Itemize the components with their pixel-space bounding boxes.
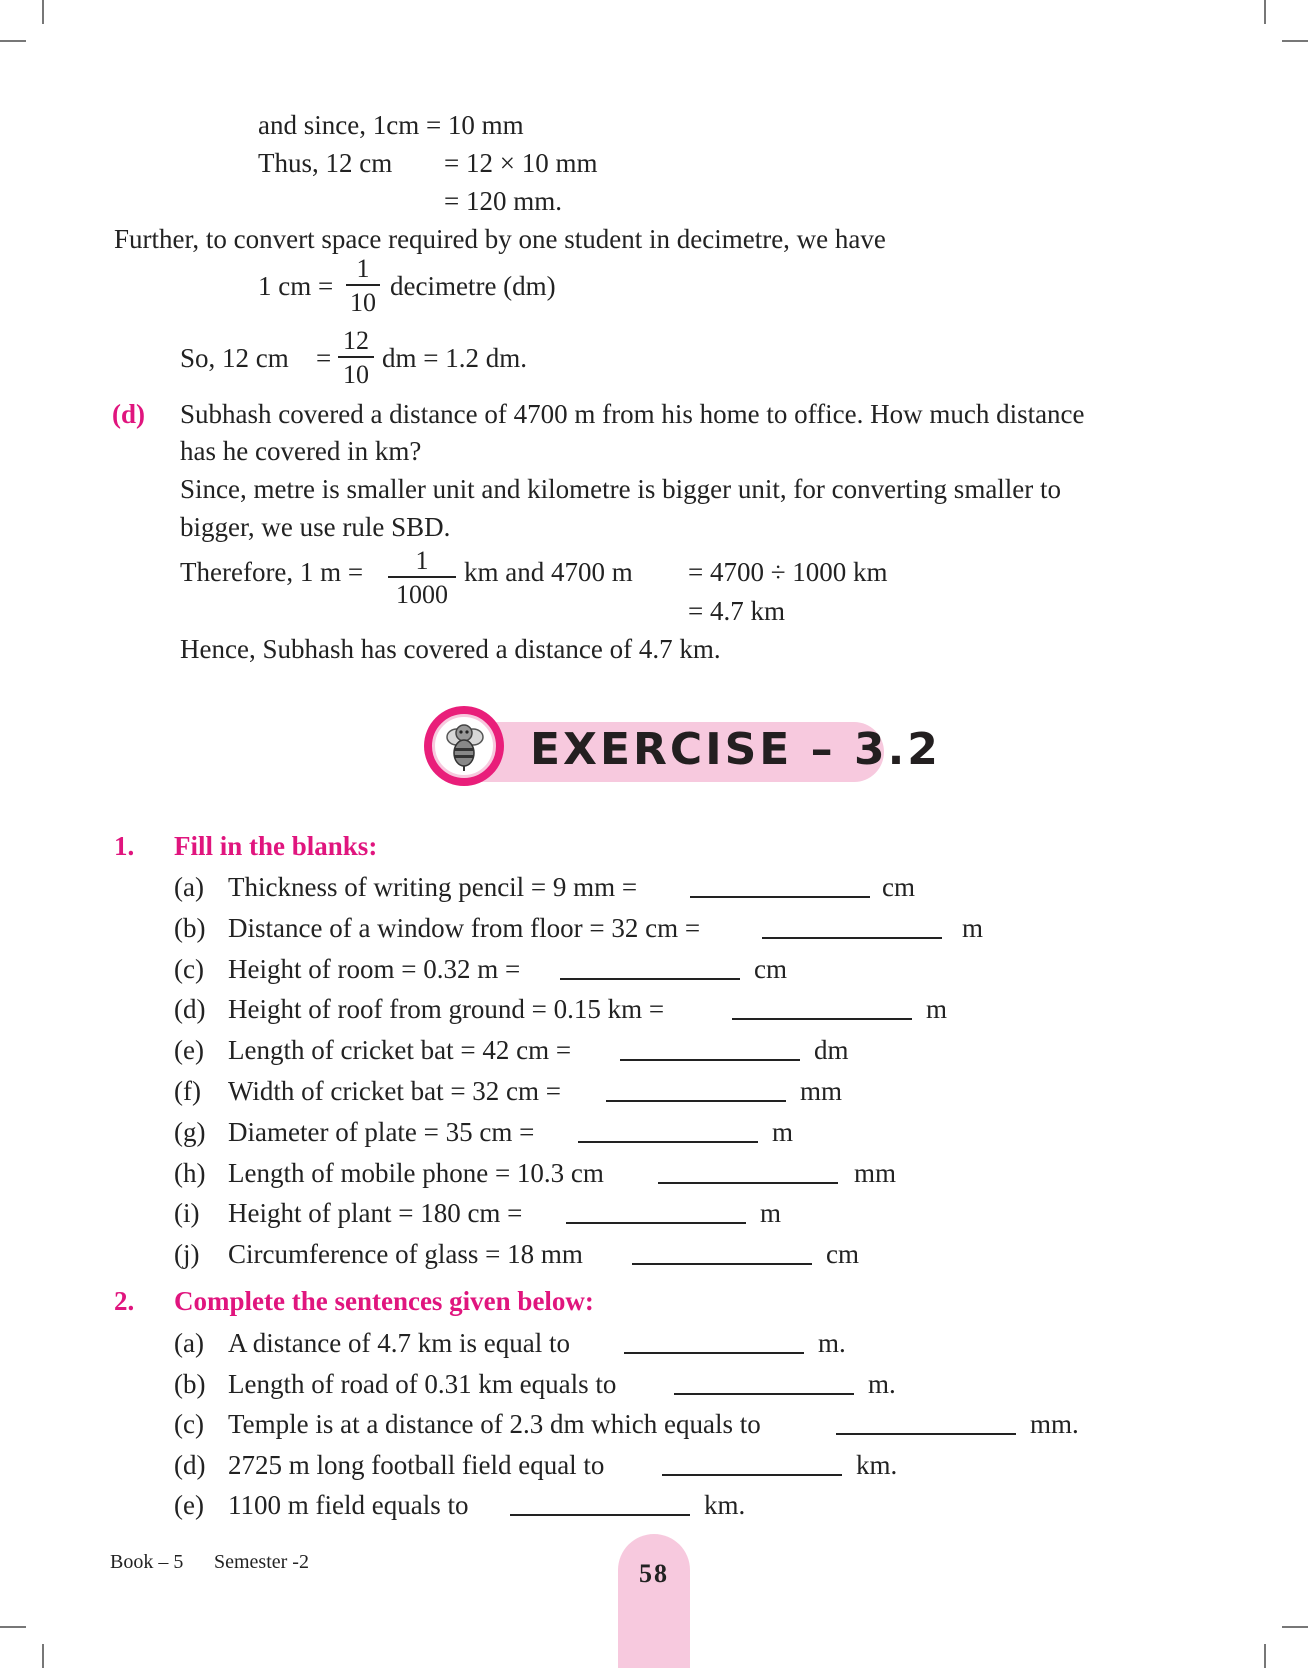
q1-number: 1. [114, 831, 135, 861]
q2-item-label: (e) [174, 1490, 204, 1520]
so-lhs: So, 12 cm [180, 343, 289, 373]
crop-mark [1264, 1644, 1266, 1668]
hence-line: Hence, Subhash has covered a distance of 4.7 km. [180, 634, 721, 664]
q1-item-unit: m [772, 1117, 794, 1147]
q1-item-unit: m [926, 994, 948, 1024]
footer-semester: Semester -2 [214, 1551, 309, 1573]
fraction-numerator: 1 [415, 546, 429, 575]
crop-mark [42, 0, 44, 24]
crop-mark [1264, 0, 1266, 24]
q2-item-unit: mm. [1030, 1409, 1079, 1439]
since-line: and since, 1cm = 10 mm [258, 110, 524, 140]
part-d-label: (d) [112, 399, 145, 429]
therefore-mid: km and 4700 m [464, 557, 633, 587]
q1-item-unit: m [962, 913, 984, 943]
q1-item-label: (f) [174, 1076, 201, 1106]
q2-number: 2. [114, 1286, 135, 1316]
q1-item-text: Height of room = 0.32 m = [228, 954, 521, 984]
q2-item-label: (b) [174, 1369, 206, 1399]
q1-item-unit: dm [814, 1035, 849, 1065]
q1-item-text: Circumference of glass = 18 mm [228, 1239, 583, 1269]
answer-blank[interactable] [578, 1121, 758, 1143]
q2-item-text: 2725 m long football field equal to [228, 1450, 605, 1480]
q1-item-unit: cm [826, 1239, 859, 1269]
q1-item-text: Length of mobile phone = 10.3 cm [228, 1158, 604, 1188]
q2-item-text: Length of road of 0.31 km equals to [228, 1369, 617, 1399]
q2-item-unit: km. [856, 1450, 898, 1480]
answer-blank[interactable] [606, 1080, 786, 1102]
therefore-fraction [388, 548, 456, 608]
further-line: Further, to convert space required by one student in decimetre, we have [114, 224, 886, 254]
therefore-lhs: Therefore, 1 m = [180, 557, 364, 587]
q2-item-text: 1100 m field equals to [228, 1490, 469, 1520]
part-d-question-1: Subhash covered a distance of 4700 m from his home to office. How much distance [180, 399, 1085, 429]
answer-blank[interactable] [836, 1413, 1016, 1435]
q1-item-text: Distance of a window from floor = 32 cm = [228, 913, 701, 943]
q1-item-label: (g) [174, 1117, 206, 1147]
q1-item-unit: cm [754, 954, 787, 984]
q1-item-text: Height of roof from ground = 0.15 km = [228, 994, 665, 1024]
q1-item-unit: m [760, 1198, 782, 1228]
crop-mark [1282, 40, 1308, 42]
q2-item-unit: m. [868, 1369, 896, 1399]
answer-blank[interactable] [566, 1202, 746, 1224]
so-rhs: dm = 1.2 dm. [382, 343, 527, 373]
fraction-denominator: 1000 [396, 580, 448, 609]
answer-blank[interactable] [658, 1162, 838, 1184]
answer-blank[interactable] [620, 1039, 800, 1061]
part-d-explain-1: Since, metre is smaller unit and kilometre is bigger unit, for converting smaller to [180, 474, 1062, 504]
q1-item-label: (e) [174, 1035, 204, 1065]
q2-item-unit: m. [818, 1328, 846, 1358]
fraction-numerator: 1 [356, 254, 370, 283]
thus-equation-2: = 120 mm. [444, 186, 562, 216]
answer-blank[interactable] [762, 917, 942, 939]
crop-mark [1282, 1626, 1308, 1628]
answer-blank[interactable] [662, 1454, 842, 1476]
crop-mark [0, 40, 26, 42]
fraction-denominator: 10 [343, 360, 369, 389]
thus-equation-1: = 12 × 10 mm [444, 148, 598, 178]
q2-item-text: Temple is at a distance of 2.3 dm which equals to [228, 1409, 761, 1439]
q1-item-label: (j) [174, 1239, 200, 1269]
so-equals: = [316, 343, 332, 373]
q2-heading: Complete the sentences given below: [174, 1286, 594, 1316]
dm-fraction [346, 256, 380, 316]
fraction-denominator: 10 [350, 288, 376, 317]
so-fraction [338, 328, 374, 388]
thus-label: Thus, 12 cm [258, 148, 393, 178]
therefore-equation-1: = 4700 ÷ 1000 km [688, 557, 888, 587]
q1-item-label: (a) [174, 872, 204, 902]
q1-item-label: (h) [174, 1158, 206, 1188]
dm-lhs: 1 cm = [258, 271, 334, 301]
fraction-numerator: 12 [343, 326, 369, 355]
page-number: 58 [639, 1559, 669, 1588]
part-d-explain-2: bigger, we use rule SBD. [180, 512, 451, 542]
q1-item-text: Height of plant = 180 cm = [228, 1198, 523, 1228]
q2-item-label: (a) [174, 1328, 204, 1358]
q2-item-label: (c) [174, 1409, 204, 1439]
q2-item-unit: km. [704, 1490, 746, 1520]
q1-heading: Fill in the blanks: [174, 831, 378, 861]
q1-item-text: Length of cricket bat = 42 cm = [228, 1035, 572, 1065]
q1-item-unit: cm [882, 872, 915, 902]
answer-blank[interactable] [624, 1332, 804, 1354]
crop-mark [0, 1626, 26, 1628]
q1-item-label: (b) [174, 913, 206, 943]
q2-item-text: A distance of 4.7 km is equal to [228, 1328, 570, 1358]
answer-blank[interactable] [674, 1373, 854, 1395]
answer-blank[interactable] [732, 998, 912, 1020]
q1-item-unit: mm [854, 1158, 897, 1188]
q1-item-text: Width of cricket bat = 32 cm = [228, 1076, 562, 1106]
exercise-title: EXERCISE – 3.2 [530, 724, 941, 775]
crop-mark [42, 1644, 44, 1668]
q1-item-label: (i) [174, 1198, 200, 1228]
q1-item-text: Thickness of writing pencil = 9 mm = [228, 872, 638, 902]
answer-blank[interactable] [632, 1243, 812, 1265]
footer-book: Book – 5 [110, 1551, 184, 1573]
q1-item-label: (d) [174, 994, 206, 1024]
part-d-question-2: has he covered in km? [180, 436, 422, 466]
answer-blank[interactable] [690, 876, 870, 898]
page-number-tab [618, 1534, 690, 1668]
answer-blank[interactable] [510, 1494, 690, 1516]
therefore-equation-2: = 4.7 km [688, 596, 785, 626]
q1-item-label: (c) [174, 954, 204, 984]
q1-item-unit: mm [800, 1076, 843, 1106]
answer-blank[interactable] [560, 958, 740, 980]
dm-rhs: decimetre (dm) [390, 271, 556, 301]
q1-item-text: Diameter of plate = 35 cm = [228, 1117, 535, 1147]
q2-item-label: (d) [174, 1450, 206, 1480]
bee-mascot-icon [432, 714, 496, 778]
